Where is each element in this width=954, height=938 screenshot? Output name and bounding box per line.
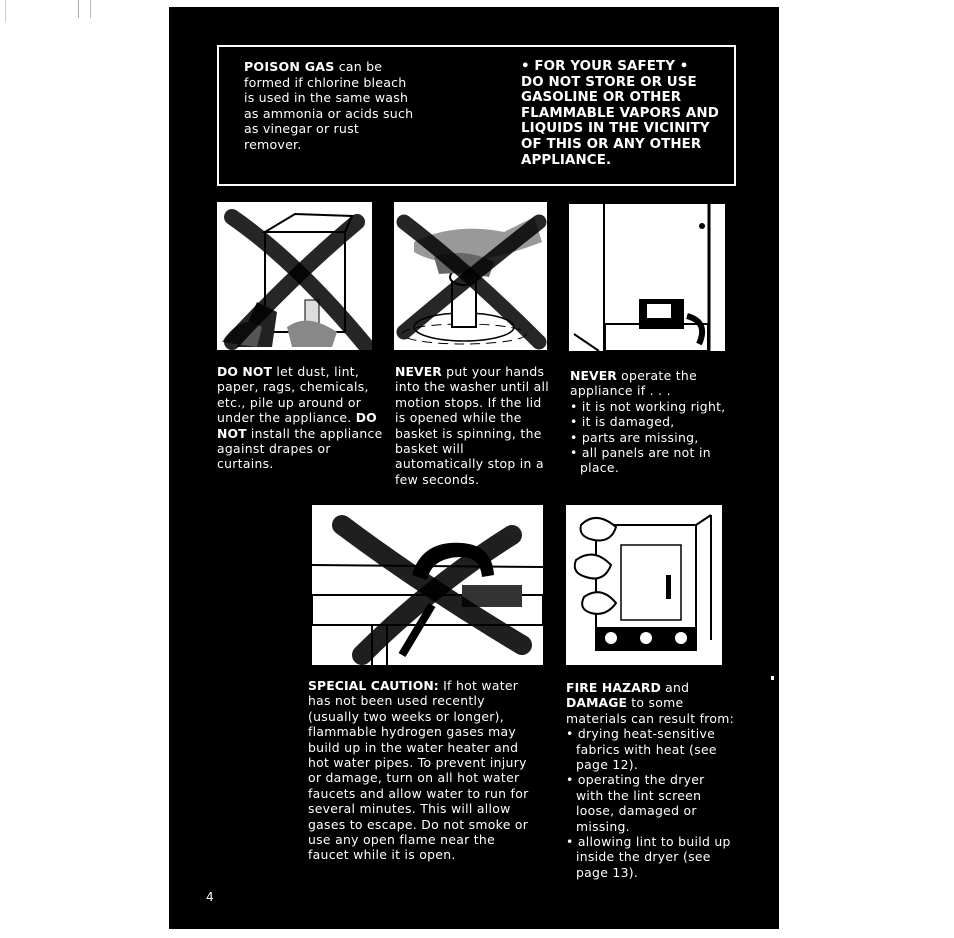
scan-mark (78, 0, 79, 18)
dryer-drawing (566, 505, 722, 665)
fire-hazard-lead: FIRE HAZARD (566, 680, 661, 695)
drapes-text: install the appliance against drapes or curtains. (217, 425, 383, 472)
clutter-illustration (217, 202, 372, 350)
hands-text: put your hands into the washer until all motion stops. If the lid is opened while the basket is spinning, the basket will automatically stop in a few seconds. (395, 364, 550, 487)
appliance-panel-drawing (569, 204, 725, 351)
operate-caption (570, 368, 735, 476)
fire-hazard-caption (566, 680, 736, 880)
page-number: 4 (206, 890, 214, 904)
dust-text: let dust, lint, paper, rags, chemicals, etc., pile up around or under the appliance. (217, 364, 369, 426)
list-item: • parts are missing, (570, 430, 735, 445)
poison-gas-warning (244, 59, 414, 152)
safety-warning (521, 59, 726, 168)
hands-caption (395, 364, 555, 487)
safety-title: • FOR YOUR SAFETY • (521, 59, 689, 74)
scan-dot (771, 676, 774, 680)
appliance-panel-illustration (569, 204, 725, 351)
warning-box (217, 45, 736, 186)
hands-basket-drawing (394, 202, 547, 350)
special-caution-caption (308, 678, 540, 863)
never-lead: NEVER (570, 368, 617, 383)
manual-page (169, 7, 779, 929)
safety-text: DO NOT STORE OR USE GASOLINE OR OTHER FLAMMABLE VAPORS AND LIQUIDS IN THE VICINITY OF THIS OR ANY OTHER APPLIANCE. (521, 74, 719, 168)
fire-hazard-and: and (660, 680, 690, 695)
damage-lead: DAMAGE (566, 695, 628, 711)
special-caution-text: If hot water has not been used recently (usually two weeks or longer), flammable hydrogen gases may build up in the water heater and hot water pipes. To prevent injury or damage, turn on all hot water faucets and allow water to run for several minutes. This will allow gases to escape. Do not smoke or use any open flame near the faucet while it is open. (308, 678, 529, 863)
poison-gas-title: POISON GAS (244, 59, 335, 74)
do-not-lead: DO NOT (217, 410, 377, 441)
list-item: • all panels are not in place. (570, 445, 735, 476)
clutter-drawing (217, 202, 372, 350)
list-item: • operating the dryer with the lint screen loose, damaged or missing. (566, 772, 736, 834)
dryer-illustration (566, 505, 722, 665)
fire-hazard-list (566, 726, 736, 880)
list-item: • it is not working right, (570, 399, 735, 414)
scan-mark (5, 0, 6, 22)
list-item: • it is damaged, (570, 414, 735, 429)
operate-text: operate the appliance if . . . (570, 368, 697, 399)
faucet-drawing (312, 505, 543, 665)
hands-basket-illustration (394, 202, 547, 350)
fire-hazard-text: to some materials can result from: (566, 695, 735, 726)
list-item: • drying heat-sensitive fabrics with heat (see page 12). (566, 726, 736, 772)
never-lead: NEVER (395, 364, 442, 379)
special-caution-lead: SPECIAL CAUTION: (308, 678, 439, 693)
dust-caption (217, 364, 387, 472)
list-item: • allowing lint to build up inside the dryer (see page 13). (566, 834, 736, 880)
scan-mark (90, 0, 91, 18)
poison-gas-text: can be formed if chlorine bleach is used in the same wash as ammonia or acids such as vinegar or rust remover. (244, 59, 414, 152)
operate-list (570, 399, 735, 476)
faucet-illustration (312, 505, 543, 665)
do-not-lead: DO NOT (217, 364, 273, 379)
